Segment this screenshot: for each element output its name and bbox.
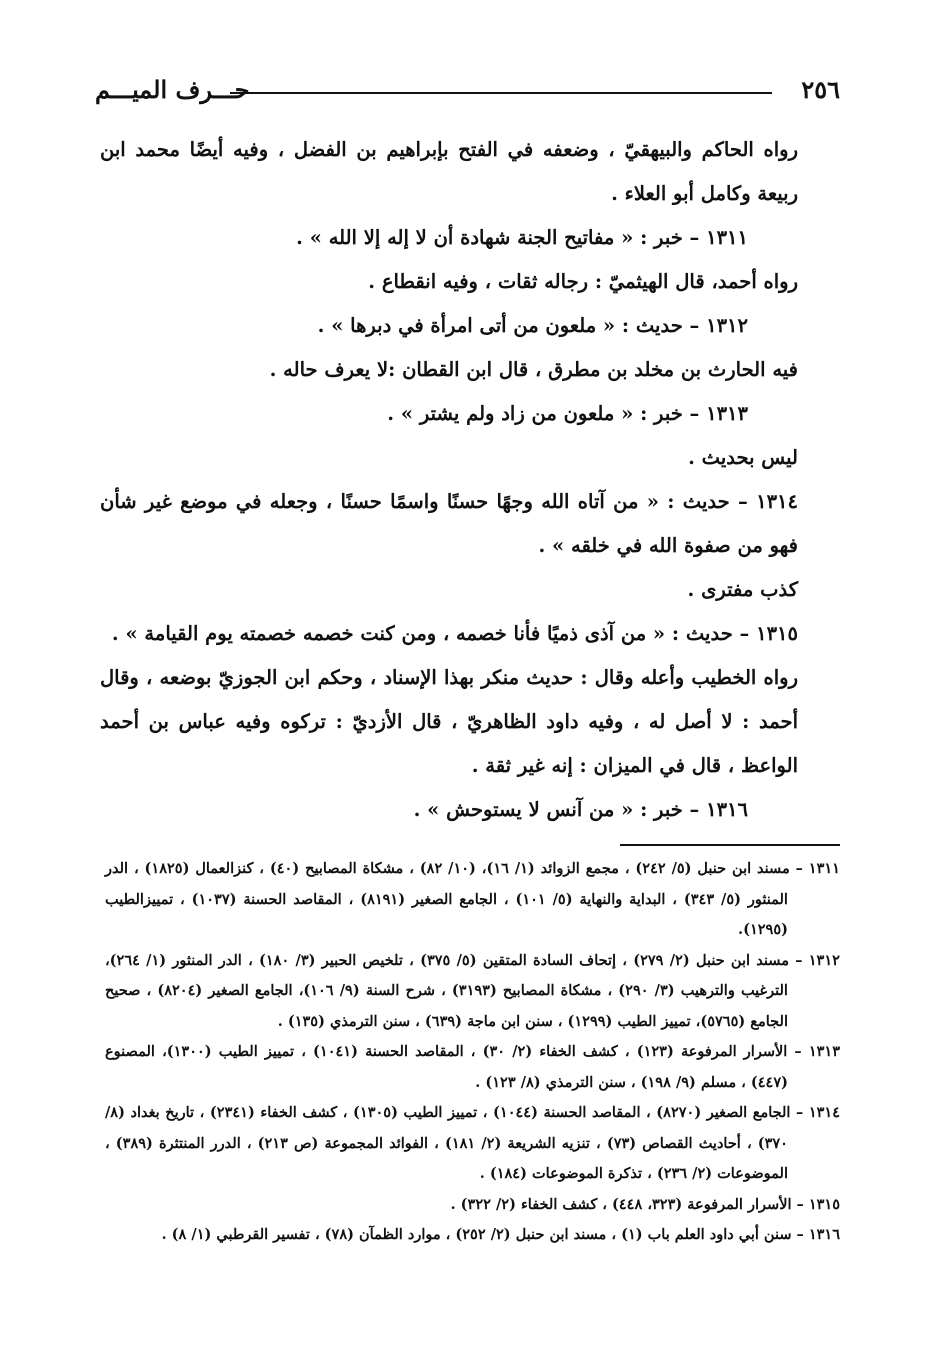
paragraph-commentary: ليس بحديث .: [688, 446, 798, 469]
paragraph-commentary: رواه الحاكم والبيهقيّ ، وضعفه في الفتح بإبراهيم بن الفضل ، وفيه أيضًا محمد ابن ربيعة وكامل أبو العلاء .: [100, 138, 798, 205]
section-title: حـــرف الميـــم: [95, 75, 250, 104]
hadith-entry-1313: ١٣١٣ – خبر : « ملعون من زاد ولم يشتر » .: [387, 402, 748, 425]
hadith-entry-1315: ١٣١٥ – حديث : « من آذى ذميًا فأنا خصمه ، ومن كنت خصمه خصمته يوم القيامة » .: [111, 622, 798, 645]
header-rule: [230, 92, 772, 94]
footnotes: [105, 854, 840, 1251]
page-header: [95, 72, 840, 108]
hadith-entry-1316: ١٣١٦ – خبر : « من آنس لا يستوحش » .: [413, 798, 748, 821]
footnote-1312: ١٣١٢ – مسند ابن حنبل (٢/ ٢٧٩) ، إتحاف السادة المتقين (٥/ ٣٧٥) ، تلخيص الحبير (٣/ ١٨٠) ، الدر المنثور (١/ ٢٦٤)، الترغيب والترهيب (٣/ ٢٩٠) ، مشكاة المصابيح (٣١٩٣) ، شرح السنة (٩/ ١٠٦)، الجامع الصغير (٨٢٠٤) ، صحيح الجامع (٥٧٦٥)، تمييز الطيب (١٢٩٩) ، سنن ابن ماجة (٦٣٩) ، سنن الترمذي (١٣٥) .: [105, 951, 840, 1030]
hadith-entry-1311: ١٣١١ – خبر : « مفاتيح الجنة شهادة أن لا إله إلا الله » .: [296, 226, 748, 249]
footnote-separator: [620, 844, 840, 846]
hadith-entry-1314: ١٣١٤ – حديث : « من آتاه الله وجهًا حسنًا واسمًا حسنًا ، وجعله في موضع غير شأن فهو من صفوة الله في خلقه » .: [100, 490, 798, 557]
main-text: [100, 128, 840, 832]
footnote-1314: ١٣١٤ – الجامع الصغير (٨٢٧٠) ، المقاصد الحسنة (١٠٤٤) ، تمييز الطيب (١٣٠٥) ، كشف الخفاء (٢٣٤١) ، تاريخ بغداد (٨/ ٣٧٠) ، أحاديث القصاص (٧٣) ، تنزيه الشريعة (٢/ ١٨١) ، الفوائد المجموعة (ص ٢١٣) ، الدرر المنتثرة (٣٨٩) ، الموضوعات (٢/ ٢٣٦) ، تذكرة الموضوعات (١٨٤) .: [105, 1104, 841, 1182]
paragraph-commentary: رواه أحمد، قال الهيثميّ : رجاله ثقات ، وفيه انقطاع .: [368, 270, 798, 293]
footnote-1315: ١٣١٥ – الأسرار المرفوعة (٣٢٣، ٤٤٨) ، كشف الخفاء (٢/ ٣٢٢) .: [450, 1195, 840, 1213]
footnote-1311: ١٣١١ – مسند ابن حنبل (٥/ ٢٤٢) ، مجمع الزوائد (١/ ١٦)، (١٠/ ٨٢) ، مشكاة المصابيح (٤٠) ، كنزالعمال (١٨٢٥) ، الدر المنثور (٥/ ٣٤٣) ، البداية والنهاية (٥/ ١٠١) ، الجامع الصغير (٨١٩١) ، المقاصد الحسنة (١٠٣٧) ، تمييزالطيب (١٢٩٥).: [105, 860, 840, 938]
paragraph-commentary: كذب مفترى .: [687, 578, 798, 601]
page-number: ٢٥٦: [801, 75, 840, 104]
paragraph-commentary: فيه الحارث بن مخلد بن مطرق ، قال ابن القطان :لا يعرف حاله .: [269, 358, 798, 381]
paragraph-commentary: رواه الخطيب وأعله وقال : حديث منكر بهذا الإسناد ، وحكم ابن الجوزيّ بوضعه ، وقال أحمد : لا أصل له ، وفيه داود الظاهريّ ، قال الأزديّ : تركوه وفيه عباس بن أحمد الواعظ ، قال في الميزان : إنه غير ثقة .: [100, 666, 798, 777]
footnote-1316: ١٣١٦ – سنن أبي داود العلم باب (١) ، مسند ابن حنبل (٢/ ٢٥٢) ، موارد الظمآن (٧٨) ، تفسير القرطبي (١/ ٨) .: [161, 1226, 840, 1243]
footnote-1313: ١٣١٣ – الأسرار المرفوعة (١٢٣) ، كشف الخفاء (٢/ ٣٠) ، المقاصد الحسنة (١٠٤١) ، تمييز الطيب (١٣٠٠)، المصنوع (٤٤٧) ، مسلم (٩/ ١٩٨) ، سنن الترمذي (٨/ ١٢٣) .: [105, 1043, 840, 1091]
hadith-entry-1312: ١٣١٢ – حديث : « ملعون من أتى امرأة في دبرها » .: [317, 314, 748, 337]
